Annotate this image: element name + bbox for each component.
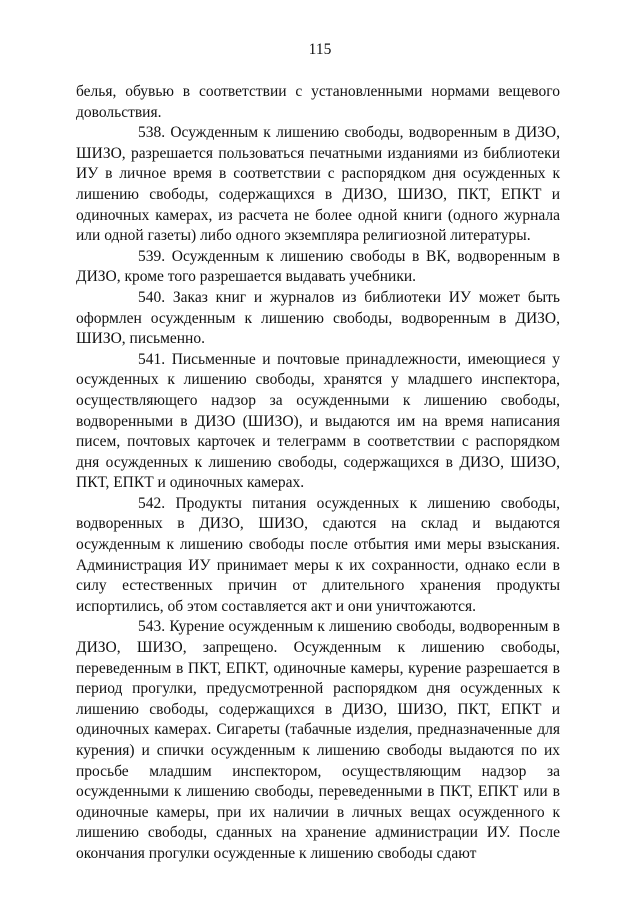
document-body xyxy=(76,82,560,865)
paragraph-542: 542. Продукты питания осужденных к лишению свободы, водворенных в ДИЗО, ШИЗО, сдаются на склад и выдаются осужденным к лишению свободы после отбытия ими меры взыскания. Администрация ИУ принимает меры к их сохранности, однако если в силу естественных причин от длительного хранения продукты испортились, об этом составляется акт и они уничтожаются. xyxy=(76,494,560,615)
paragraph-541: 541. Письменные и почтовые принадлежности, имеющиеся у осужденных к лишению свободы, хранятся у младшего инспектора, осуществляющего надзор за осужденными к лишению свободы, водворенными в ДИЗО (ШИЗО), и выдаются им на время написания писем, почтовых карточек и телеграмм в соответствии с распорядком дня осужденных к лишению свободы, содержащихся в ДИЗО, ШИЗО, ПКТ, ЕПКТ и одиночных камерах. xyxy=(76,350,560,492)
paragraph-539: 539. Осужденным к лишению свободы в ВК, водворенным в ДИЗО, кроме того разрешается выдавать учебники. xyxy=(76,247,560,286)
paragraph-540: 540. Заказ книг и журналов из библиотеки ИУ может быть оформлен осужденным к лишению свободы, водворенным в ДИЗО, ШИЗО, письменно. xyxy=(76,288,560,348)
paragraph-538: 538. Осужденным к лишению свободы, водворенным в ДИЗО, ШИЗО, разрешается пользоваться печатными изданиями из библиотеки ИУ в личное время в соответствии с распорядком дня осужденных к лишению свободы, содержащихся в ДИЗО, ШИЗО, ПКТ, ЕПКТ и одиночных камерах, из расчета не более одной книги (одного журнала или одной газеты) либо одного экземпляра религиозной литературы. xyxy=(76,124,560,245)
paragraph-543: 543. Курение осужденным к лишению свободы, водворенным в ДИЗО, ШИЗО, запрещено. Осужденным к лишению свободы, переведенным в ПКТ, ЕПКТ, одиночные камеры, курение разрешается в период прогулки, предусмотренной распорядком дня осужденных к лишению свободы, содержащихся в ДИЗО, ШИЗО, ПКТ, ЕПКТ и одиночных камерах. Сигареты (табачные изделия, предназначенные для курения) и спички осужденным к лишению свободы выдаются по их просьбе младшим инспектором, осуществляющим надзор за осужденными к лишению свободы, переведенными в ПКТ, ЕПКТ или в одиночные камеры, при их наличии в личных вещах осужденного к лишению свободы, сданных на хранение администрации ИУ. После окончания прогулки осужденные к лишению свободы сдают xyxy=(76,618,560,862)
paragraph-continuation: белья, обувью в соответствии с установленными нормами вещевого довольствия. xyxy=(76,83,560,121)
page-number: 115 xyxy=(308,41,332,58)
